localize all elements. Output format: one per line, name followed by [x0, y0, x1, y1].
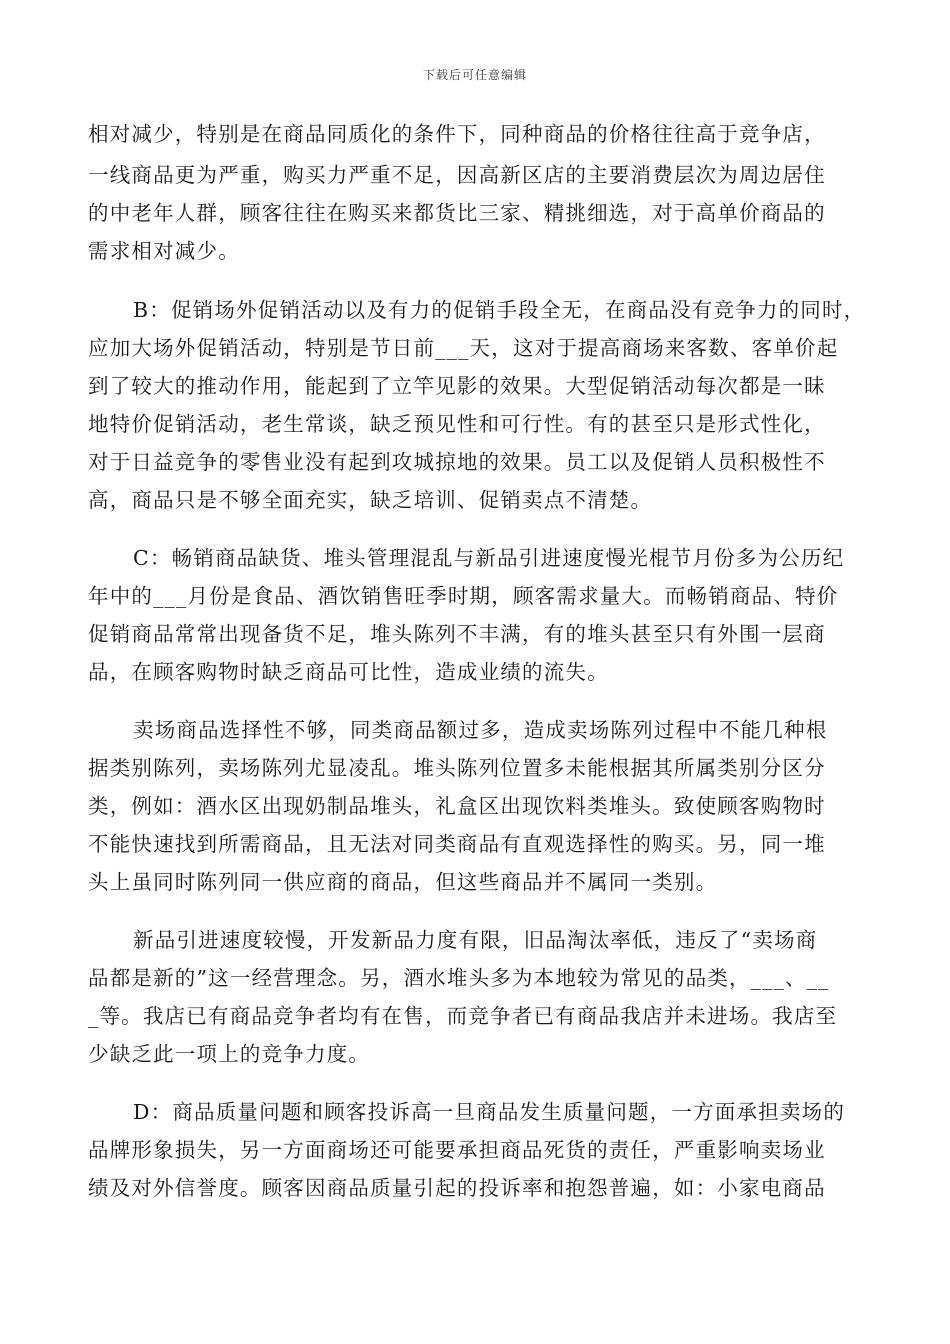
text-line: B：促销场外促销活动以及有力的促销手段全无，在商品没有竞争力的同时，	[133, 298, 866, 322]
text-line: 品都是新的”这一经营理念。另，酒水堆头多为本地较为常见的品类，___、__	[88, 966, 830, 990]
text-line: 年中的___月份是食品、酒饮销售旺季时期，顾客需求量大。而畅销商品、特价	[88, 584, 839, 608]
text-line: 地特价促销活动，老生常谈，缺乏预见性和可行性。有的甚至只是形式性化，	[88, 412, 826, 436]
text-line: 卖场商品选择性不够，同类商品额过多，造成卖场陈列过程中不能几种根	[133, 718, 828, 742]
text-line: 绩及对外信誉度。顾客因商品质量引起的投诉率和抱怨普遍，如：小家电商品	[88, 1176, 826, 1200]
text-line: 品，在顾客购物时缺乏商品可比性，造成业绩的流失。	[88, 660, 609, 684]
text-line: C：畅销商品缺货、堆头管理混乱与新品引进速度慢光棍节月份多为公历纪	[133, 546, 845, 570]
text-line: 高，商品只是不够全面充实，缺乏培训、促销卖点不清楚。	[88, 488, 653, 512]
page-header: 下载后可任意编辑	[422, 68, 527, 82]
text-line: 头上虽同时陈列同一供应商的商品，但这些商品并不属同一类别。	[88, 870, 718, 894]
text-line: 据类别陈列，卖场陈列尤显凌乱。堆头陈列位置多未能根据其所属类别分区分	[88, 756, 826, 780]
text-line: 对于日益竞争的零售业没有起到攻城掠地的效果。员工以及促销人员积极性不	[88, 450, 826, 474]
text-line: 不能快速找到所需商品，且无法对同类商品有直观选择性的购买。另，同一堆	[88, 832, 826, 856]
text-line: 到了较大的推动作用，能起到了立竿见影的效果。大型促销活动每次都是一昧	[88, 374, 826, 398]
text-line: 少缺乏此一项上的竞争力度。	[88, 1042, 371, 1066]
text-line: D：商品质量问题和顾客投诉高一旦商品发生质量问题，一方面承担卖场的	[133, 1100, 846, 1124]
text-line: 一线商品更为严重，购买力严重不足，因高新区店的主要消费层次为周边居住	[88, 163, 826, 187]
text-line: 的中老年人群，顾客往往在购买来都货比三家、精挑细选，对于高单价商品的	[88, 201, 826, 225]
text-line: 应加大场外促销活动，特别是节日前___天，这对于提高商场来客数、客单价起	[88, 336, 839, 360]
text-line: 需求相对减少。	[88, 239, 240, 263]
text-line: 品牌形象损失，另一方面商场还可能要承担商品死货的责任，严重影响卖场业	[88, 1138, 826, 1162]
text-line: 类，例如：酒水区出现奶制品堆头，礼盒区出现饮料类堆头。致使顾客购物时	[88, 794, 826, 818]
text-line: 相对减少，特别是在商品同质化的条件下，同种商品的价格往往高于竞争店，	[88, 122, 826, 146]
text-line: _等。我店已有商品竞争者均有在售，而竞争者已有商品我店并未进场。我店至	[88, 1004, 838, 1028]
text-line: 促销商品常常出现备货不足，堆头陈列不丰满，有的堆头甚至只有外围一层商	[88, 622, 826, 646]
text-line: 新品引进速度较慢，开发新品力度有限，旧品淘汰率低，违反了“卖场商	[133, 928, 818, 952]
